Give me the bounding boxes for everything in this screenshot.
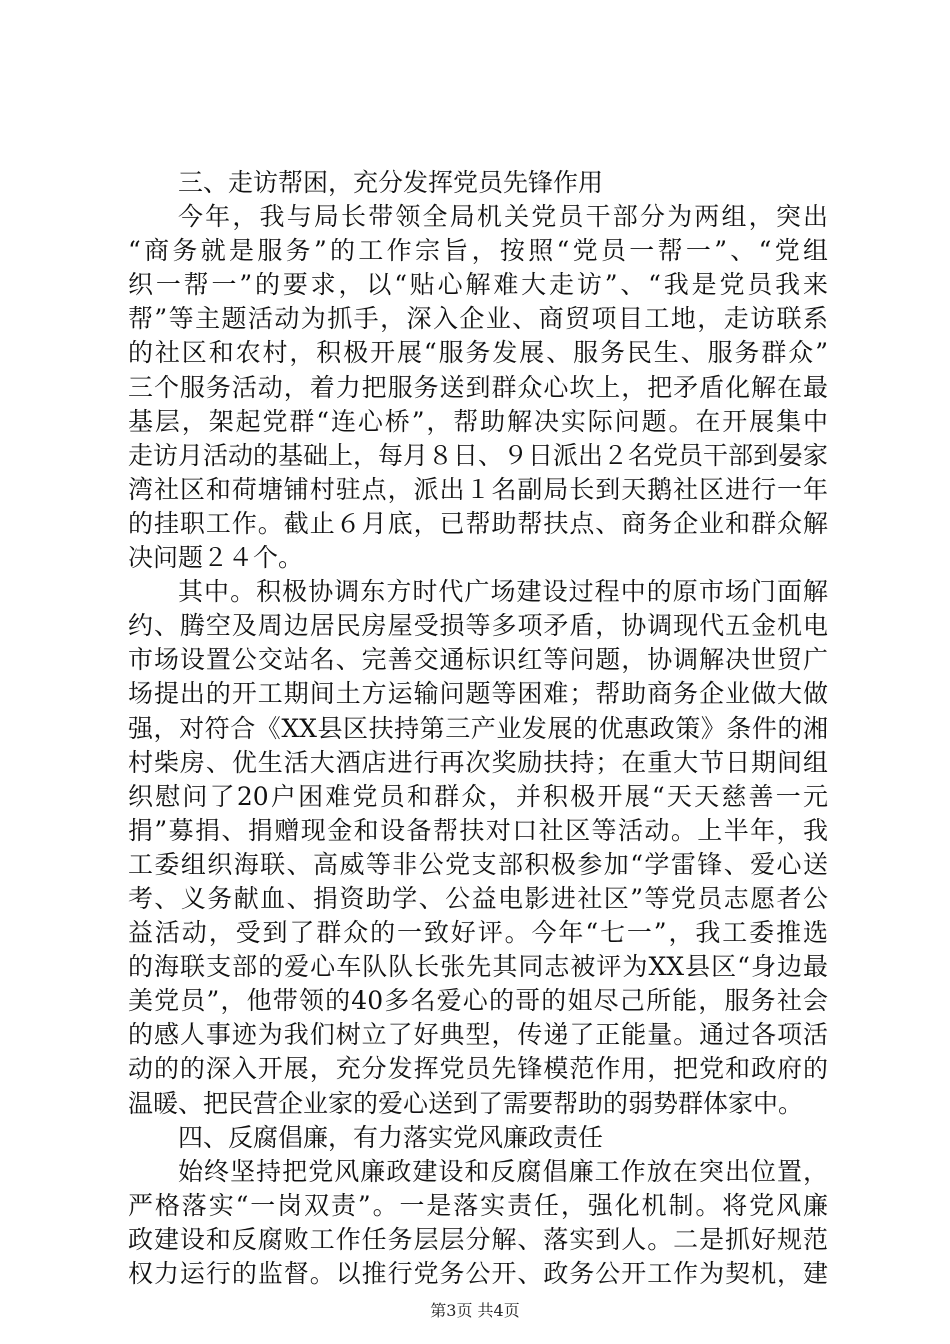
body-text-line: 场提出的开工期间土方运输问题等困难；帮助商务企业做大做 <box>128 679 828 709</box>
body-text-line: 决问题２４个。 <box>128 543 304 573</box>
body-text-line: 工委组织海联、高威等非公党支部积极参加“学雷锋、爱心送 <box>128 849 828 879</box>
body-text-line: 约、腾空及周边居民房屋受损等多项矛盾，协调现代五金机电 <box>128 611 828 641</box>
body-text-line: 考、义务献血、捐资助学、公益电影进社区”等党员志愿者公 <box>128 883 828 913</box>
body-text-line: 基层，架起党群“连心桥”，帮助解决实际问题。在开展集中 <box>128 406 828 436</box>
body-text-line: 的社区和农村，积极开展“服务发展、服务民生、服务群众” <box>128 338 828 368</box>
body-text-line: 温暖、把民营企业家的爱心送到了需要帮助的弱势群体家中。 <box>128 1088 804 1118</box>
body-text-line: 织一帮一”的要求，以“贴心解难大走访”、“我是党员我来 <box>128 270 828 300</box>
body-text-line: 美党员”，他带领的40多名爱心的哥的姐尽己所能，服务社会 <box>128 986 828 1016</box>
body-text-line: 强，对符合《XX县区扶持第三产业发展的优惠政策》条件的湘 <box>128 713 828 743</box>
body-text-line: 的挂职工作。截止６月底，已帮助帮扶点、商务企业和群众解 <box>128 508 828 538</box>
body-text-line: 村柴房、优生活大酒店进行再次奖励扶持；在重大节日期间组 <box>128 747 828 777</box>
body-text-line: 今年，我与局长带领全局机关党员干部分为两组，突出 <box>178 202 828 232</box>
body-text-line: 市场设置公交站名、完善交通标识红等问题，协调解决世贸广 <box>128 645 828 675</box>
body-text-line: 政建设和反腐败工作任务层层分解、落实到人。二是抓好规范 <box>128 1224 828 1254</box>
body-text-line: 严格落实“一岗双责”。一是落实责任，强化机制。将党风廉 <box>128 1190 828 1220</box>
body-text-line: 动的的深入开展，充分发挥党员先锋模范作用，把党和政府的 <box>128 1054 828 1084</box>
body-text-line: 的感人事迹为我们树立了好典型，传递了正能量。通过各项活 <box>128 1020 828 1050</box>
body-text-line: 的海联支部的爱心车队队长张先其同志被评为XX县区“身边最 <box>128 952 828 982</box>
body-text-line: “商务就是服务”的工作宗旨，按照“党员一帮一”、“党组 <box>128 236 828 266</box>
body-text-line: 捐”募捐、捐赠现金和设备帮扶对口社区等活动。上半年，我 <box>128 815 828 845</box>
body-text-line: 织慰问了20户困难党员和群众，并积极开展“天天慈善一元 <box>128 781 828 811</box>
body-text-line: 益活动，受到了群众的一致好评。今年“七一”，我工委推选 <box>128 918 828 948</box>
body-text-line: 三个服务活动，着力把服务送到群众心坎上，把矛盾化解在最 <box>128 372 828 402</box>
body-text-line: 其中。积极协调东方时代广场建设过程中的原市场门面解 <box>178 577 828 607</box>
document-body <box>128 166 828 1291</box>
body-text-line: 始终坚持把党风廉政建设和反腐倡廉工作放在突出位置， <box>178 1156 828 1186</box>
body-text-line: 权力运行的监督。以推行党务公开、政务公开工作为契机，建 <box>128 1259 828 1288</box>
section-heading: 四、反腐倡廉，有力落实党风廉政责任 <box>178 1122 604 1152</box>
page-footer: 第3页 共4页 <box>430 1301 520 1320</box>
section-heading: 三、走访帮困，充分发挥党员先锋作用 <box>178 168 604 197</box>
body-text-line: 湾社区和荷塘铺村驻点，派出１名副局长到天鹅社区进行一年 <box>128 474 828 504</box>
body-text-line: 走访月活动的基础上，每月８日、９日派出２名党员干部到晏家 <box>128 440 828 470</box>
body-text-line: 帮”等主题活动为抓手，深入企业、商贸项目工地，走访联系 <box>128 304 828 334</box>
